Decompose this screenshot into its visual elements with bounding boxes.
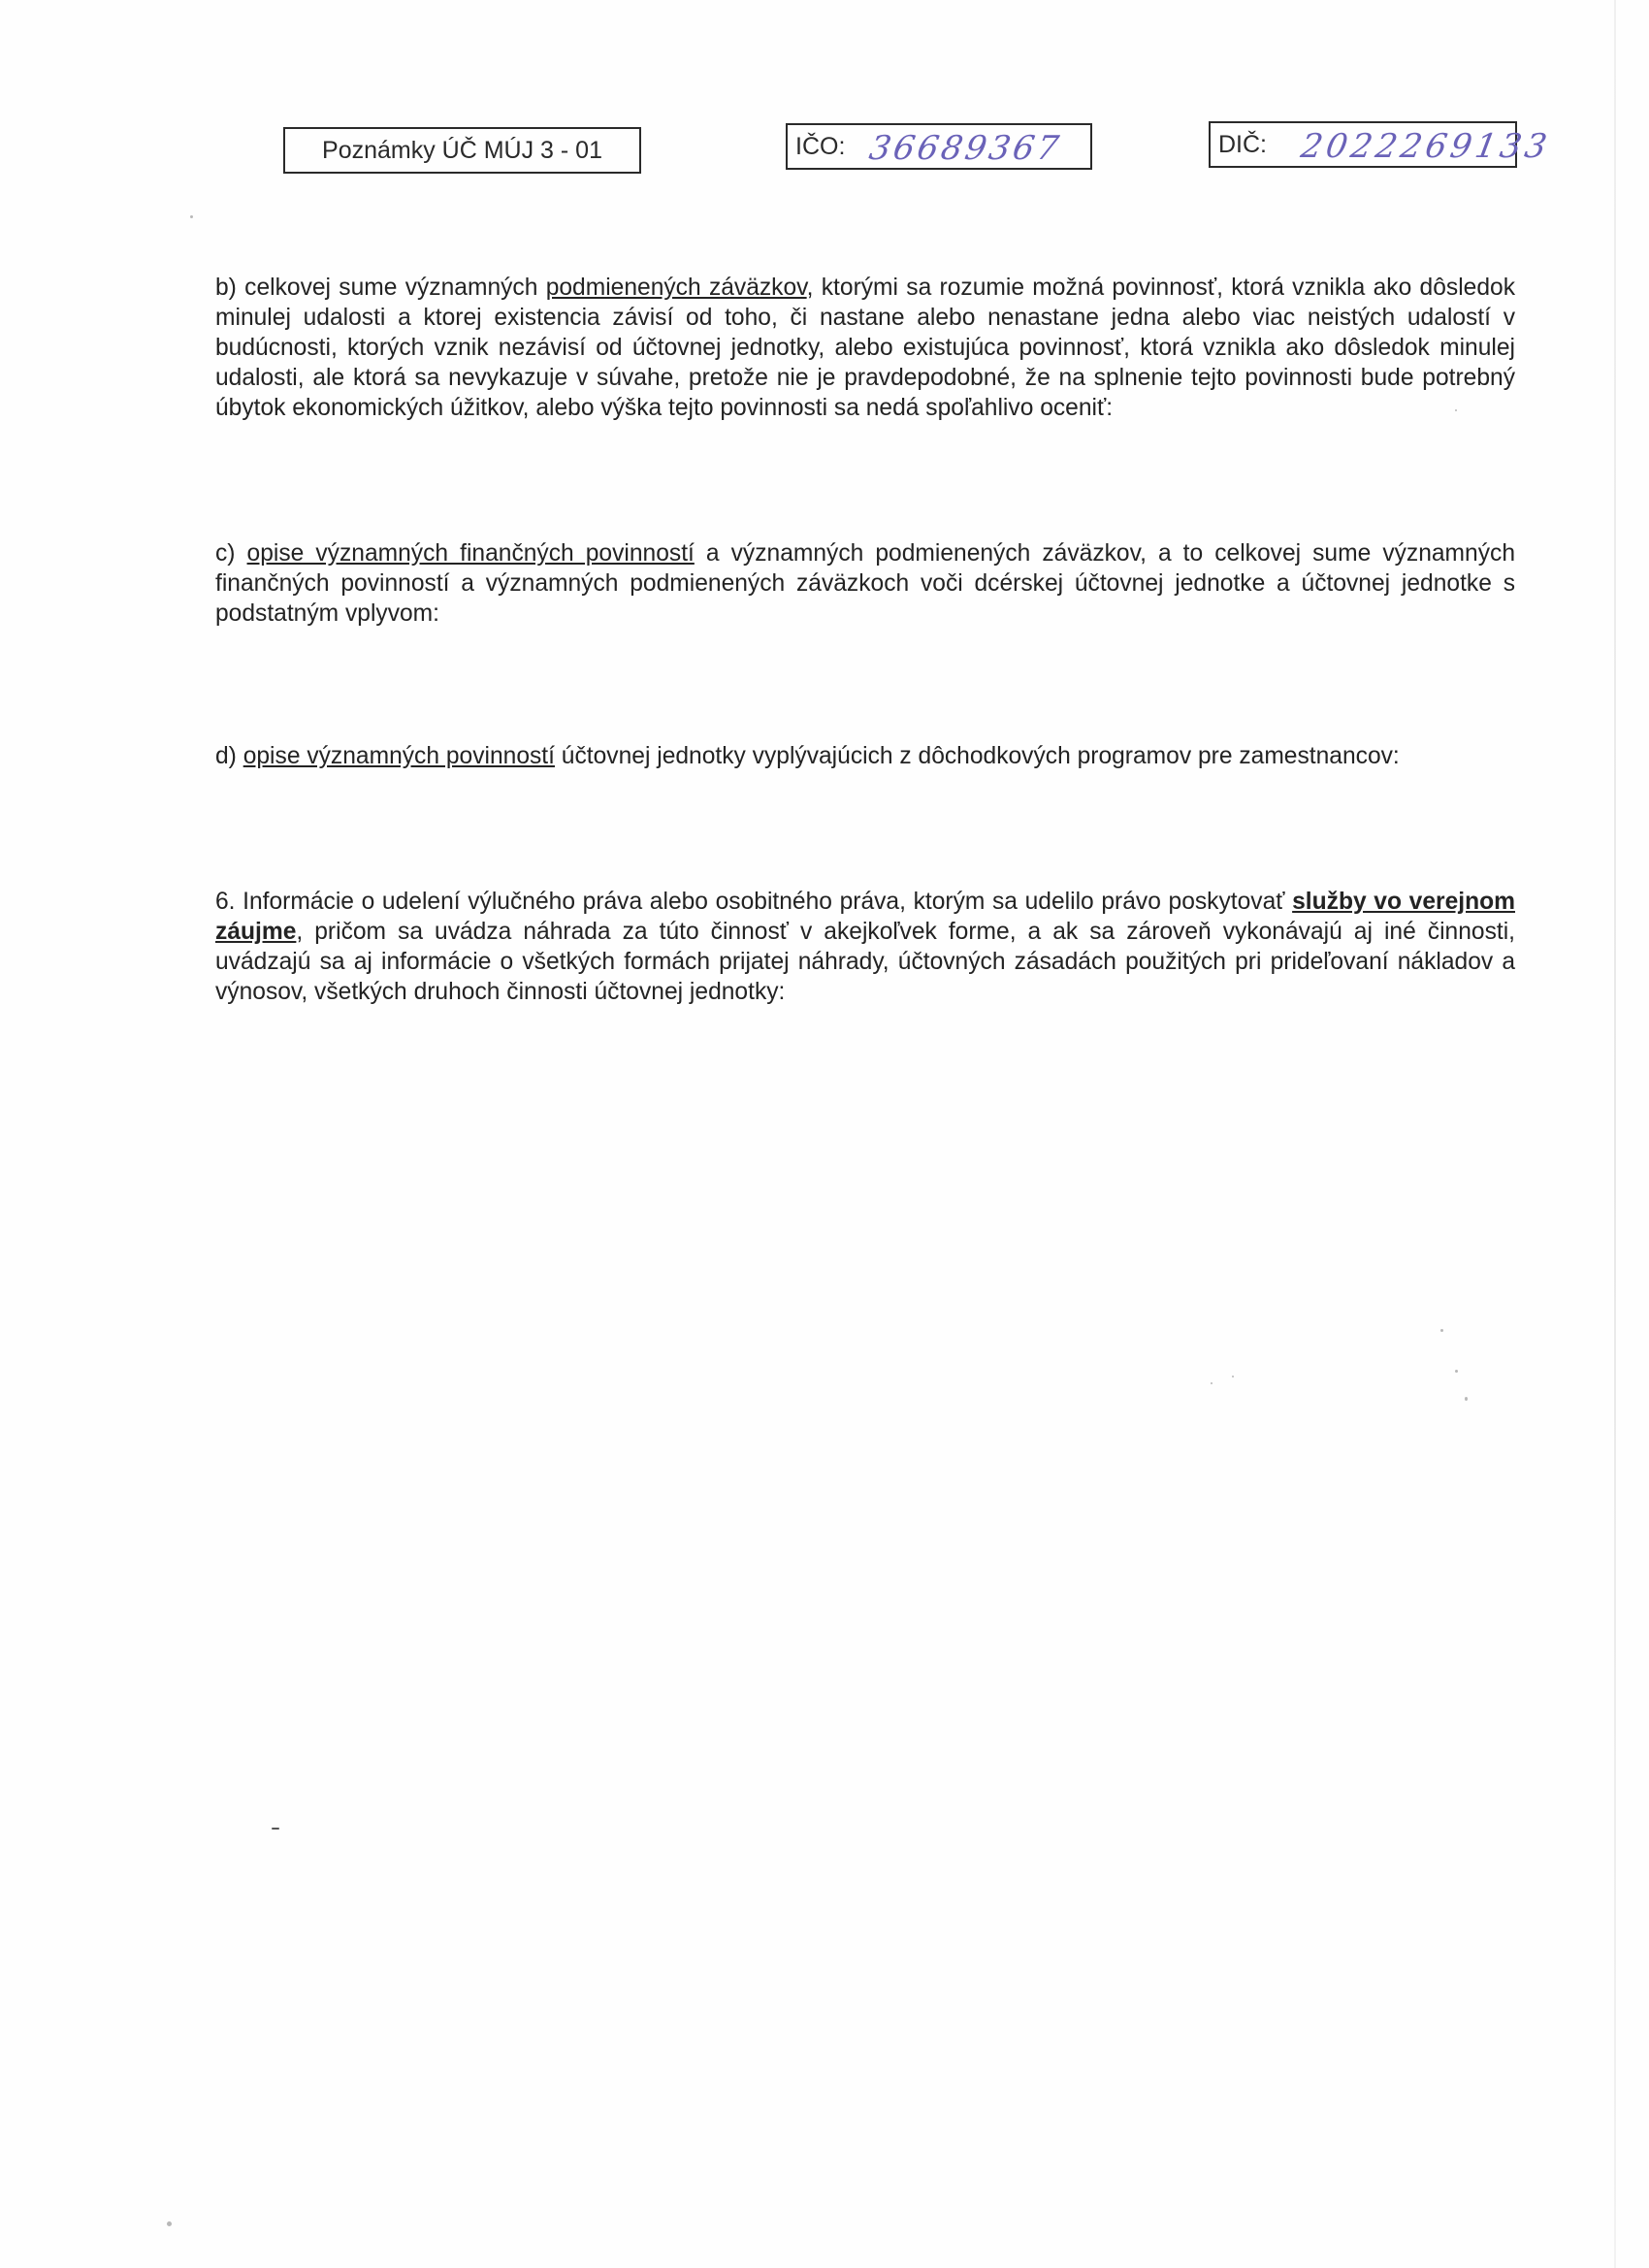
dic-handwritten-value: 2022269133	[1298, 127, 1554, 166]
section-c-text: a významných podmienených záväzkov, a to celkovej sume významných finančných povinností a významných podmienených záväzkoch voči dcérskej účtovnej jednotke a účtovnej jednotke s podstatným vplyvom:	[215, 540, 1515, 627]
scan-speck	[1455, 409, 1457, 411]
section-d-paragraph	[215, 741, 1515, 771]
section-6-text: , pričom sa uvádza náhrada za túto činnosť v akejkoľvek forme, a ak sa zároveň vykonávajú aj iné činnosti, uvádzajú sa aj informácie o všetkých formách prijatej náhrady, účtovných zásadách použitých pri prideľovaní nákladov a výnosov, všetkých druhoch činnosti účtovnej jednotky:	[215, 919, 1515, 1005]
section-d-text: účtovnej jednotky vyplývajúcich z dôchodkových programov pre zamestnancov:	[554, 743, 1400, 769]
ico-label: IČO:	[795, 132, 846, 160]
scan-speck	[1232, 1376, 1234, 1377]
scan-speck	[1455, 1370, 1458, 1373]
section-b-underlined-term: podmienených záväzkov	[545, 275, 807, 301]
section-d-prefix: d)	[215, 743, 243, 769]
scan-speck	[272, 1828, 279, 1830]
section-b-text: , ktorými sa rozumie možná povinnosť, ktorá vznikla ako dôsledok minulej udalosti a ktorej existencia závisí od toho, či nastane alebo nenastane jedna alebo viac neistých udalostí v budúcnosti, ktorých vznik nezávisí od účtovnej jednotky, alebo existujúca povinnosť, ktorá vznikla ako dôsledok minulej udalosti, ale ktorá sa nevykazuje v súvahe, pretože nie je pravdepodobné, že na splnenie tejto povinnosti bude potrebný úbytok ekonomických úžitkov, alebo výška tejto povinnosti sa nedá spoľahlivo oceniť:	[215, 275, 1515, 421]
form-label-box	[283, 127, 641, 174]
section-c-paragraph	[215, 538, 1515, 629]
section-c-underlined-term: opise významných finančných povinností	[246, 540, 695, 567]
form-label: Poznámky ÚČ MÚJ 3 - 01	[322, 136, 602, 164]
section-c-prefix: c)	[215, 540, 247, 567]
section-6-prefix: 6. Informácie o udelení výlučného práva alebo osobitného práva, ktorým sa udelilo právo poskytovať	[215, 889, 1293, 915]
scan-speck	[1440, 1329, 1443, 1332]
ico-box	[786, 123, 1092, 170]
scan-speck	[167, 2221, 172, 2226]
scan-edge	[1614, 0, 1616, 2268]
section-b-prefix: b) celkovej sume významných	[215, 275, 546, 301]
section-b-paragraph	[215, 273, 1515, 423]
dic-box	[1209, 121, 1554, 168]
section-6-bold-underlined-term: služby vo verejnom záujme	[215, 889, 1515, 945]
ico-handwritten-value: 36689367	[866, 129, 1065, 168]
section-d-underlined-term: opise významných povinností	[242, 743, 555, 769]
scan-speck	[1211, 1382, 1212, 1384]
scan-speck	[1465, 1397, 1468, 1401]
scan-speck	[190, 215, 193, 218]
section-6-paragraph	[215, 887, 1515, 1007]
dic-label: DIČ:	[1218, 130, 1267, 158]
